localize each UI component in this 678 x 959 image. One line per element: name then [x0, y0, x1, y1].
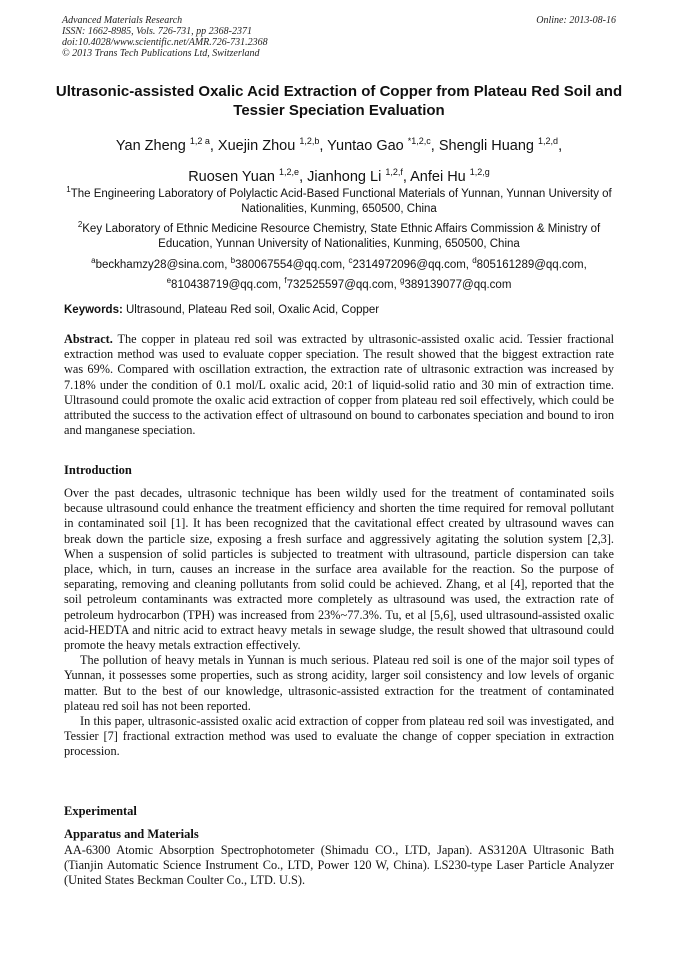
author-name: Xuejin Zhou: [217, 137, 296, 154]
doi-line: doi:10.4028/www.scientific.net/AMR.726-731.2368: [62, 37, 268, 48]
apparatus-subheading: Apparatus and Materials: [64, 827, 199, 841]
affiliation-sup: 1: [66, 185, 71, 194]
email: 389139077@qq.com: [404, 278, 512, 291]
paper-title: Ultrasonic-assisted Oxalic Acid Extraction of Copper from Plateau Red Soil and Tessier Speciation Evaluation: [55, 83, 623, 119]
experimental-heading: Experimental: [64, 804, 137, 818]
email: 380067554@qq.com,: [235, 258, 346, 271]
author-name: Anfei Hu: [410, 168, 466, 185]
author-sep: ,: [558, 137, 563, 154]
author-name: Jianhong Li: [307, 168, 382, 185]
affiliation-sup: 2: [77, 220, 83, 229]
online-date: Online: 2013-08-16: [536, 15, 616, 26]
email: 732525597@qq.com,: [286, 278, 397, 291]
author-sup: *1,2,c: [407, 136, 431, 146]
author-sep: ,: [209, 137, 218, 154]
author-name: Shengli Huang: [438, 137, 534, 154]
abstract: [64, 332, 614, 438]
affiliation-2: [60, 217, 618, 252]
author-sup: 1,2,d: [538, 136, 559, 146]
author-list: [30, 128, 648, 190]
author-name: Yan Zheng: [115, 137, 186, 154]
author-sup: 1,2,e: [279, 166, 300, 177]
author-sup: 1,2 a: [189, 136, 210, 146]
author-sup: 1,2,g: [469, 166, 490, 177]
author-sup: 1,2,b: [299, 136, 320, 146]
copyright-line: © 2013 Trans Tech Publications Ltd, Switzerland: [62, 48, 260, 59]
keywords: [64, 303, 614, 318]
email: beckhamzy28@sina.com,: [95, 258, 228, 271]
author-sup: 1,2,f: [385, 166, 403, 177]
journal-header: [62, 15, 616, 59]
issn-line: ISSN: 1662-8985, Vols. 726-731, pp 2368-2371: [62, 26, 252, 37]
introduction-body: [64, 486, 614, 760]
keywords-text: Ultrasound, Plateau Red soil, Oxalic Acid, Copper: [126, 304, 380, 316]
email: 2314972096@qq.com,: [352, 258, 470, 271]
email-list: $^a$beckhamzy28@sina.com, $^b$380067554@qq.com, $^c$2314972096@qq.com, $^d$805161289@qq.com, $^e$810438719@qq.com, $^f$732525597@qq.com, $^g$389139077@qq.com: [91, 256, 587, 291]
author-sep: ,: [430, 137, 439, 154]
author-line-1: [30, 128, 648, 159]
paragraph: In this paper, ultrasonic-assisted oxalic acid extraction of copper from plateau red soil was investigated, and Tessier [7] fractional extraction method was used to evaluate the change of copper speciation in extraction procession.: [64, 714, 614, 759]
abstract-text: The copper in plateau red soil was extracted by ultrasonic-assisted oxalic acid. Tessier fractional extraction method was used to evaluate copper speciation. The result showed that the biggest extraction rate was 69%. Compared with oscillation extraction, the extraction rate of ultrasonic extraction was increased by 7.18% under the condition of 0.1 mol/L oxalic acid, 20:1 of liquid-solid ratio and 30 min of extraction time. Ultrasound could promote the oxalic acid extraction of copper from plateau red soil effectively, which could be attributed the success to the activation effect of ultrasound on bound to carbonates speciation and bound to iron and manganese speciation.: [64, 332, 614, 438]
introduction-heading: Introduction: [64, 463, 132, 477]
author-name: Ruosen Yuan: [188, 168, 275, 185]
author-sep: ,: [319, 137, 328, 154]
affiliation-text: The Engineering Laboratory of Polylactic Acid-Based Functional Materials of Yunnan, Yunnan University of Nationalities, Kunming, 650500, China: [70, 187, 612, 215]
keywords-label: Keywords:: [64, 304, 123, 316]
email: 810438719@qq.com,: [171, 278, 282, 291]
affiliation-text: Key Laboratory of Ethnic Medicine Resource Chemistry, State Ethnic Affairs Commission & Ministry of Education, Yunnan University of Nationalities, Kunming, 650500, China: [82, 222, 601, 250]
author-name: Yuntao Gao: [327, 137, 404, 154]
author-sep: ,: [402, 168, 411, 185]
author-sep: ,: [299, 168, 308, 185]
affiliation-1: [50, 182, 628, 217]
email: 805161289@qq.com,: [476, 258, 587, 271]
apparatus-text: AA-6300 Atomic Absorption Spectrophotometer (Shimadu CO., LTD, Japan). AS3120A Ultrasonic Bath (Tianjin Automatic Science Instrument Co., LTD, Power 120 W, China). LS230-type Laser Particle Analyzer (United States Beckman Coulter Co., LTD. U.S).: [64, 843, 614, 888]
abstract-label: Abstract.: [64, 332, 113, 346]
paragraph: The pollution of heavy metals in Yunnan is much serious. Plateau red soil is one of the major soil types of Yunnan, it possesses some properties, such as strong acidity, larger soil consistency and low levels of organic matter. But to the best of our knowledge, ultrasonic-assisted extraction for the treatment of contaminated plateau red soil has not been reported.: [64, 653, 614, 713]
journal-name: Advanced Materials Research: [62, 15, 183, 26]
paragraph: Over the past decades, ultrasonic technique has been wildly used for the treatment of contaminated soils because ultrasound could enhance the treatment efficiency and shorten the time required for removal pollutant in contaminated soil [1]. It has been recognized that the cavitational effect created by ultrasound waves can break down the particle size, exposing a fresh surface and aggressively agitating the solution system [2,3]. When a suspension of solid particles is subjected to treatment with ultrasound, particle dispersion can take place, which, in turn, causes an increase in the surface area available for the reaction. So the purpose of separating, removing and cleaning pollutants from solid could be achieved. Zhang, et al [4], reported that the soil petroleum contaminants was extracted more completely as ultrasound was used, the extraction rate of petroleum hydrocarbon (TPH) was increased from 23%~77.3%. Tu, et al [5,6], used ultrasound-assisted oxalic acid-HEDTA and nitric acid to extract heavy metals in sewage sludge, the result showed that ultrasound could promote the heavy metals extraction effectively.: [64, 486, 614, 653]
